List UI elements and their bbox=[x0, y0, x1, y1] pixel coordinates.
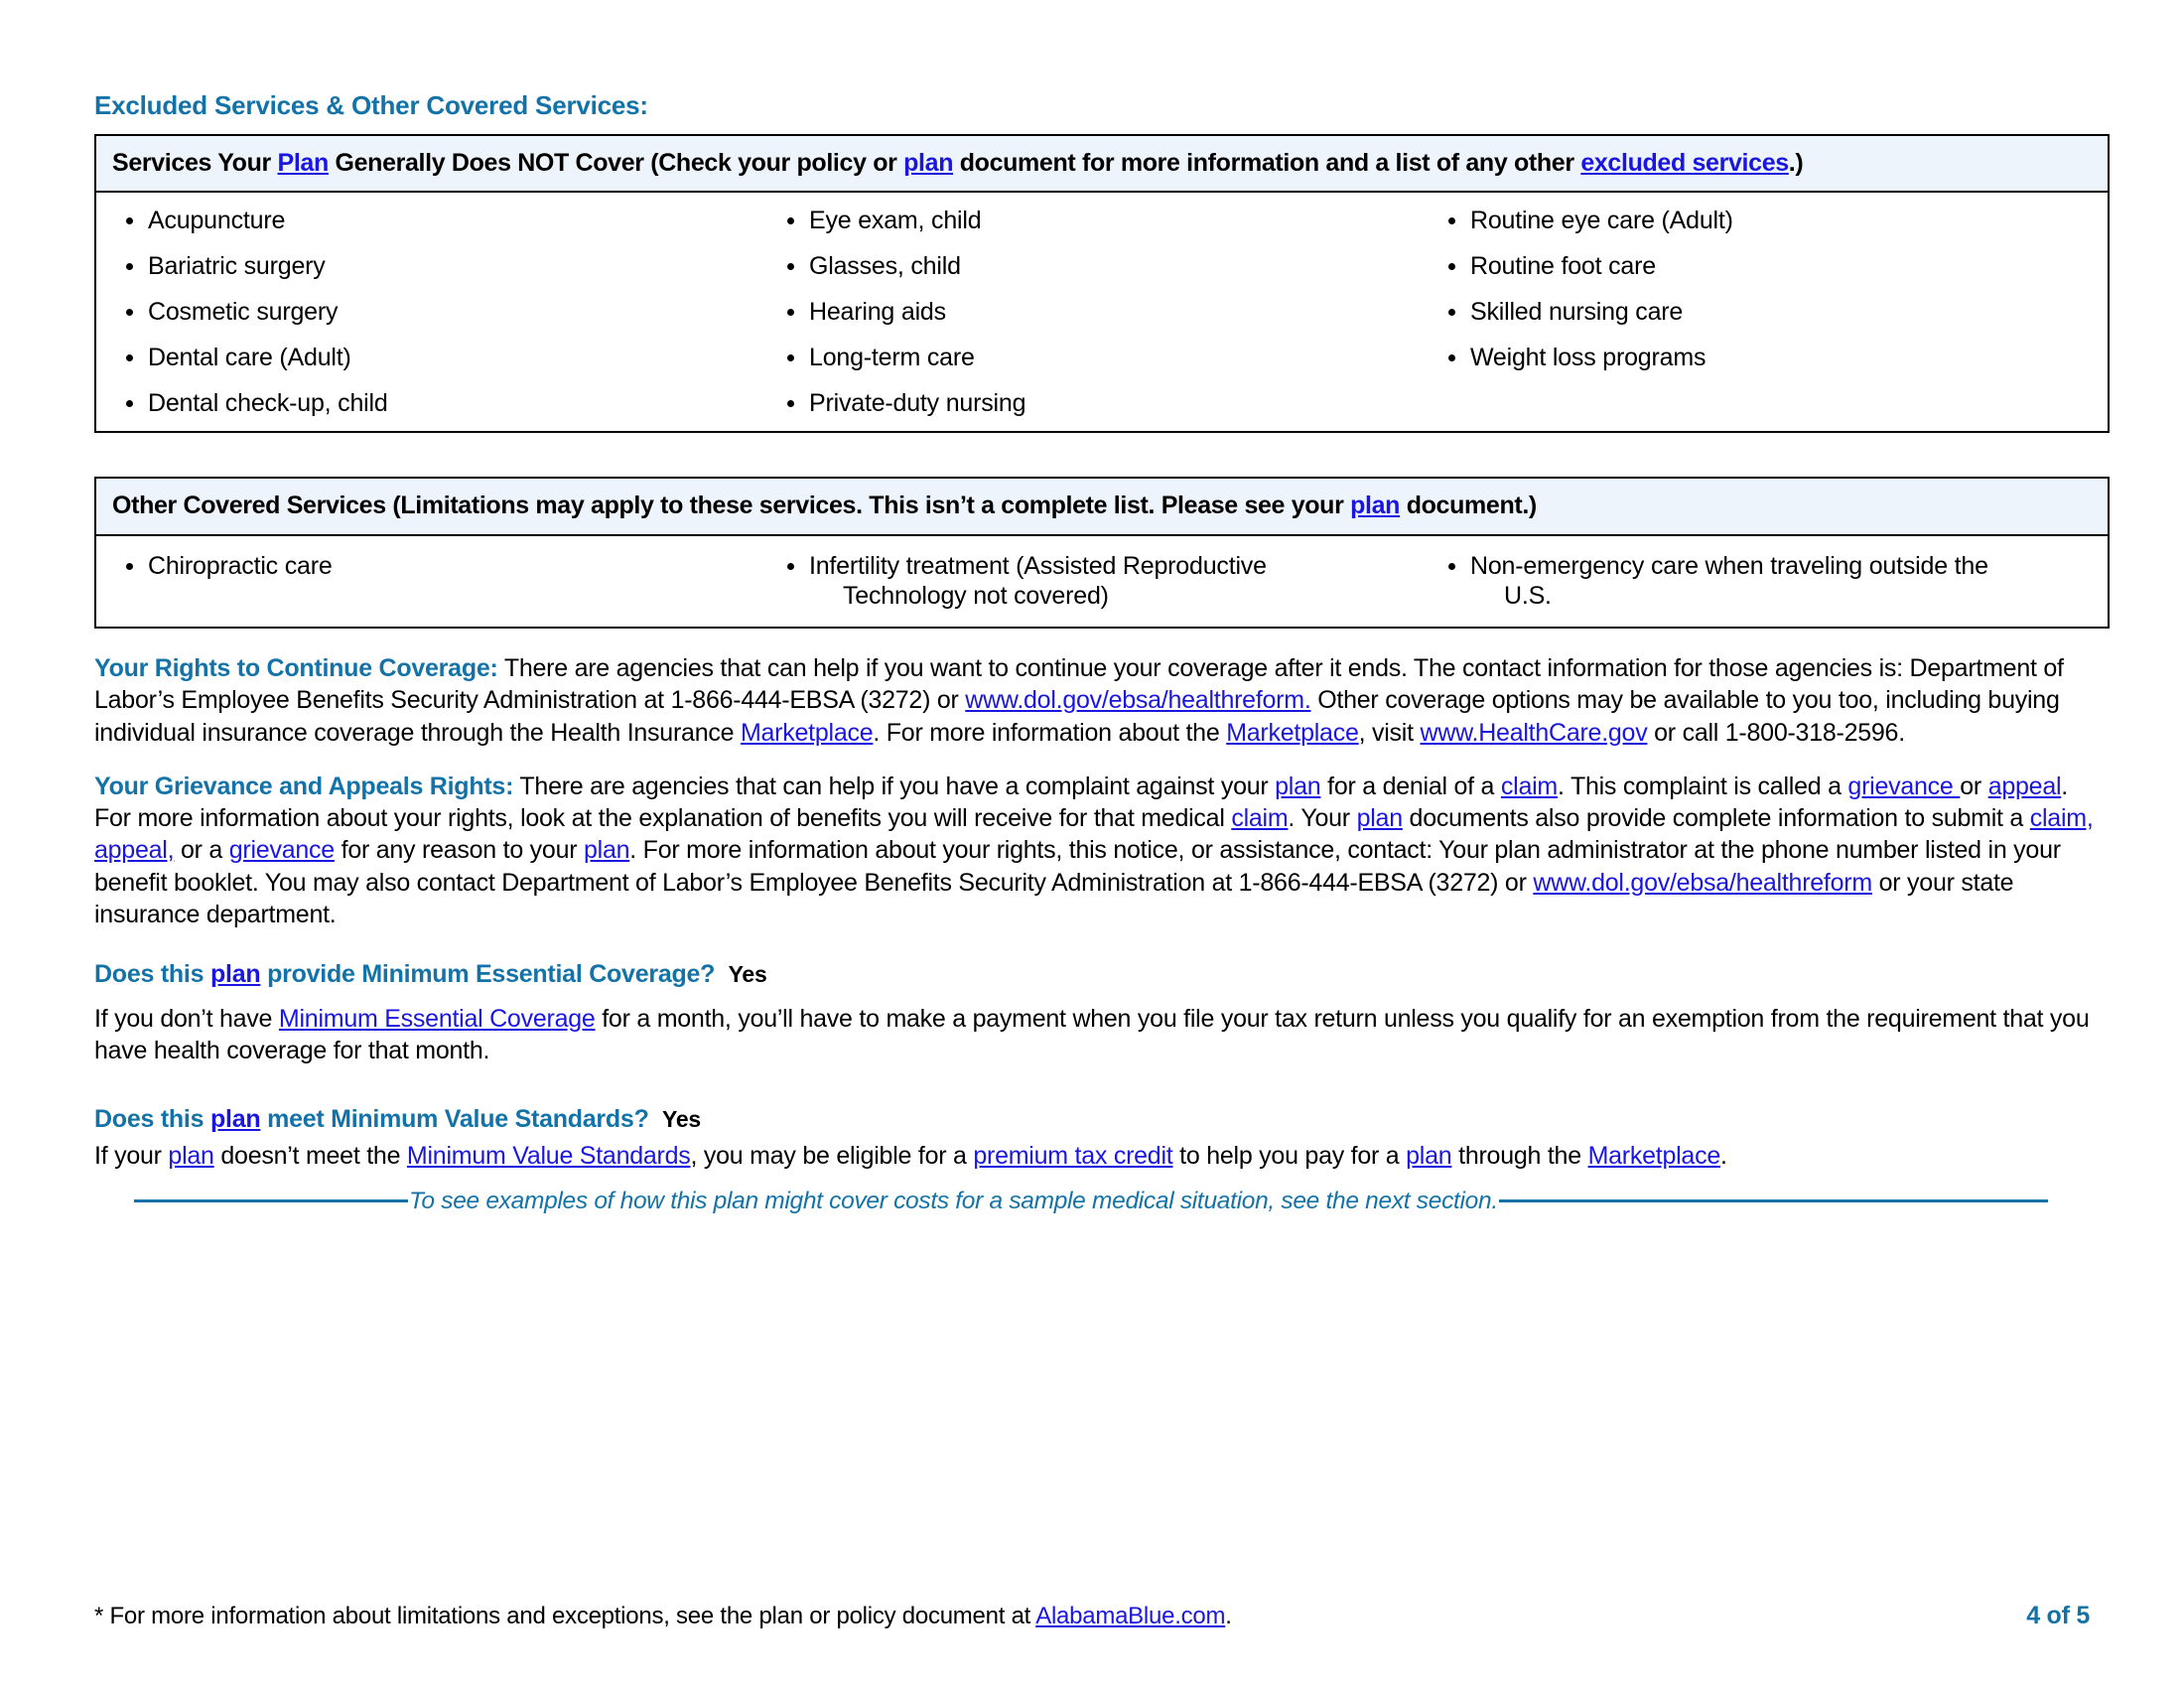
text-5: or call 1-800-318-2596. bbox=[1647, 718, 1905, 747]
plan-link[interactable]: plan bbox=[1356, 804, 1403, 833]
list-item bbox=[1434, 552, 2092, 611]
other-covered-services-table-header bbox=[96, 479, 2108, 536]
minimum-essential-coverage-link[interactable]: Minimum Essential Coverage bbox=[278, 1005, 596, 1034]
list-item bbox=[773, 552, 1423, 611]
claim-link[interactable]: claim bbox=[1231, 804, 1289, 833]
page-footer bbox=[94, 1602, 2090, 1630]
header-text-4: .) bbox=[1788, 148, 1804, 177]
rule-left bbox=[134, 1199, 408, 1202]
list-item bbox=[1434, 298, 2092, 326]
mvs-body-text-4: to help you pay for a bbox=[1172, 1141, 1407, 1170]
list-item-label: Acupuncture bbox=[148, 207, 286, 235]
bullet-icon bbox=[126, 263, 133, 270]
mec-body-text-1: If you don’t have bbox=[94, 1005, 279, 1034]
spacer bbox=[94, 443, 2110, 477]
premium-tax-credit-link[interactable]: premium tax credit bbox=[973, 1141, 1173, 1170]
page-content bbox=[94, 91, 2110, 1215]
list-item-label: Skilled nursing care bbox=[1469, 298, 1684, 327]
list-item bbox=[1434, 252, 2092, 280]
list-item-label: Bariatric surgery bbox=[148, 252, 326, 281]
excluded-services-column-2 bbox=[767, 207, 1429, 417]
list-item bbox=[112, 389, 761, 417]
footer-note-text-2: . bbox=[1225, 1603, 1232, 1629]
appeal-link[interactable]: appeal, bbox=[94, 836, 175, 865]
list-item-label: Private-duty nursing bbox=[808, 389, 1026, 418]
list-item-label: Non-emergency care when traveling outside the bbox=[1469, 552, 1988, 581]
bullet-icon bbox=[126, 563, 133, 570]
rule-right bbox=[1499, 1199, 2048, 1202]
mvs-question bbox=[94, 1105, 2110, 1134]
mec-question bbox=[94, 960, 2110, 989]
dol-healthreform-link[interactable]: www.dol.gov/ebsa/healthreform bbox=[1533, 868, 1872, 897]
excluded-services-list-3 bbox=[1434, 207, 2092, 371]
page-number: 4 of 5 bbox=[2026, 1602, 2090, 1629]
text-7: documents also provide complete information to submit a bbox=[1402, 804, 2030, 833]
text-6: . Your bbox=[1288, 804, 1357, 833]
footer-note-text-1: * For more information about limitations and exceptions, see the plan or policy document at bbox=[94, 1603, 1036, 1629]
header-text-1: Other Covered Services (Limitations may apply to these services. This isn’t a complete list. Please see your bbox=[112, 492, 1351, 520]
mvs-body-text-6: . bbox=[1719, 1141, 1727, 1170]
list-item-label: Routine eye care (Adult) bbox=[1469, 207, 1733, 235]
bullet-icon bbox=[1448, 354, 1455, 361]
marketplace-link[interactable]: Marketplace bbox=[740, 718, 874, 747]
footer-note bbox=[94, 1603, 1232, 1630]
healthcare-gov-link[interactable]: www.HealthCare.gov bbox=[1420, 718, 1648, 747]
text-5: . For more information about your rights, look at the explanation of benefits you will receive for that medical bbox=[94, 772, 2068, 833]
mec-question-part-1: Does this bbox=[94, 960, 210, 989]
excluded-services-column-1 bbox=[106, 207, 767, 417]
excluded-services-column-3 bbox=[1429, 207, 2098, 417]
list-item-label-continued: U.S. bbox=[1503, 581, 1552, 610]
text-4: or bbox=[1960, 772, 1988, 800]
claim-link[interactable]: claim bbox=[1500, 772, 1558, 800]
excluded-services-list-2 bbox=[773, 207, 1423, 417]
list-item-label: Dental check-up, child bbox=[148, 389, 388, 418]
excluded-services-table-header bbox=[96, 136, 2108, 194]
list-item bbox=[112, 207, 761, 234]
excluded-services-columns bbox=[96, 193, 2108, 431]
page-title: Excluded Services & Other Covered Services: bbox=[94, 90, 648, 120]
text-4: , visit bbox=[1358, 718, 1421, 747]
mvs-question-part-2: meet Minimum Value Standards? bbox=[260, 1104, 649, 1133]
other-covered-services-list-3 bbox=[1434, 552, 2092, 611]
text-1: There are agencies that can help if you have a complaint against your bbox=[513, 772, 1276, 800]
plan-link[interactable]: plan bbox=[1350, 492, 1401, 520]
minimum-value-standards-link[interactable]: Minimum Value Standards bbox=[406, 1141, 691, 1170]
header-text-1: Services Your bbox=[112, 148, 278, 177]
list-item bbox=[773, 252, 1423, 280]
list-item-label-continued: Technology not covered) bbox=[842, 581, 1109, 610]
bullet-icon bbox=[126, 309, 133, 316]
bullet-icon bbox=[787, 217, 794, 224]
list-item-label: Dental care (Adult) bbox=[148, 344, 351, 372]
spacer bbox=[94, 638, 2110, 652]
excluded-services-link[interactable]: excluded services bbox=[1580, 148, 1789, 177]
plan-link[interactable]: plan bbox=[1406, 1141, 1452, 1170]
marketplace-link[interactable]: Marketplace bbox=[1226, 718, 1359, 747]
mvs-body-text-2: doesn’t meet the bbox=[213, 1141, 407, 1170]
list-item bbox=[773, 298, 1423, 326]
spacer bbox=[94, 1075, 2110, 1105]
dol-healthreform-link[interactable]: www.dol.gov/ebsa/healthreform. bbox=[965, 686, 1311, 715]
other-covered-services-columns bbox=[96, 536, 2108, 627]
text-11: . For more information about your rights, this notice, or assistance, contact: Your plan administrator at the phone number listed in your benefit booklet. You may also contact Department of Labor’s Employee Benefits Security Administration at 1-866-444-EBSA (3272) or bbox=[94, 836, 2061, 897]
mvs-body bbox=[94, 1140, 2110, 1172]
list-item bbox=[773, 344, 1423, 371]
bullet-icon bbox=[787, 400, 794, 407]
bullet-icon bbox=[1448, 309, 1455, 316]
spacer bbox=[94, 938, 2110, 960]
header-text-2: document.) bbox=[1400, 492, 1537, 520]
bullet-icon bbox=[1448, 263, 1455, 270]
bullet-icon bbox=[1448, 563, 1455, 570]
list-item-label: Hearing aids bbox=[808, 298, 946, 327]
bullet-icon bbox=[1448, 217, 1455, 224]
mec-answer: Yes bbox=[728, 961, 767, 988]
text-10: for any reason to your bbox=[334, 836, 585, 865]
grievance-link[interactable]: grievance bbox=[228, 836, 335, 865]
spacer bbox=[94, 989, 2110, 1003]
list-item-label: Glasses, child bbox=[808, 252, 961, 281]
other-covered-services-list-2 bbox=[773, 552, 1423, 611]
header-text-3: document for more information and a list of any other bbox=[953, 148, 1581, 177]
other-covered-services-list-1 bbox=[112, 552, 761, 582]
mvs-body-text-1: If your bbox=[94, 1141, 169, 1170]
claim-link[interactable]: claim, bbox=[2029, 804, 2094, 833]
excluded-services-list-1 bbox=[112, 207, 761, 417]
plan-link[interactable]: plan bbox=[1275, 772, 1321, 800]
grievance-lead: Your Grievance and Appeals Rights: bbox=[94, 772, 514, 800]
plan-link[interactable]: Plan bbox=[277, 148, 329, 177]
list-item-label: Routine foot care bbox=[1469, 252, 1656, 281]
bullet-icon bbox=[126, 400, 133, 407]
list-item bbox=[112, 552, 761, 582]
text-2: for a denial of a bbox=[1320, 772, 1501, 800]
mec-question-part-2: provide Minimum Essential Coverage? bbox=[260, 960, 716, 989]
list-item bbox=[112, 298, 761, 326]
plan-link[interactable]: plan bbox=[209, 960, 261, 989]
text-12: or your state insurance department. bbox=[94, 868, 2014, 928]
mvs-body-text-3: , you may be eligible for a bbox=[690, 1141, 974, 1170]
excluded-services-table bbox=[94, 134, 2110, 434]
next-section-note bbox=[94, 1188, 2110, 1215]
plan-link[interactable]: plan bbox=[209, 1104, 261, 1133]
other-covered-services-table bbox=[94, 477, 2110, 629]
list-item-label: Infertility treatment (Assisted Reproductive bbox=[808, 552, 1267, 581]
mec-body-text-2: for a month, you’ll have to make a payment when you file your tax return unless you qualify for an exemption from the requirement that you have health coverage for that month. bbox=[94, 1005, 2090, 1065]
plan-link[interactable]: plan bbox=[584, 836, 630, 865]
spacer bbox=[94, 757, 2110, 771]
continue-coverage-paragraph bbox=[94, 652, 2110, 749]
alabamablue-link[interactable]: AlabamaBlue.com bbox=[1035, 1603, 1226, 1629]
list-item bbox=[773, 389, 1423, 417]
other-covered-services-column-3 bbox=[1429, 552, 2098, 611]
next-section-text: To see examples of how this plan might cover costs for a sample medical situation, see the next section. bbox=[409, 1187, 1498, 1214]
appeal-link[interactable]: appeal bbox=[1987, 772, 2062, 800]
marketplace-link[interactable]: Marketplace bbox=[1587, 1141, 1720, 1170]
grievance-appeals-paragraph bbox=[94, 771, 2110, 930]
bullet-icon bbox=[126, 354, 133, 361]
other-covered-services-column-2 bbox=[767, 552, 1429, 611]
mec-body bbox=[94, 1003, 2110, 1067]
mvs-question-part-1: Does this bbox=[94, 1104, 210, 1133]
text-9: or a bbox=[174, 836, 229, 865]
list-item bbox=[1434, 207, 2092, 234]
bullet-icon bbox=[787, 354, 794, 361]
list-item bbox=[1434, 344, 2092, 371]
list-item-label: Long-term care bbox=[808, 344, 975, 372]
list-item-label: Chiropractic care bbox=[148, 552, 333, 581]
plan-link[interactable]: plan bbox=[168, 1141, 214, 1170]
bullet-icon bbox=[126, 217, 133, 224]
list-item bbox=[773, 207, 1423, 234]
text-2: Other coverage options may be available to you too, including buying individual insurance coverage through the Health Insurance bbox=[94, 686, 2060, 747]
list-item bbox=[112, 252, 761, 280]
text-1: There are agencies that can help if you want to continue your coverage after it ends. The contact information for those agencies is: Department of Labor’s Employee Benefits Security Administration at 1-866-444-EBSA (3272) or bbox=[94, 654, 2064, 715]
text-3: . For more information about the bbox=[873, 718, 1227, 747]
bullet-icon bbox=[787, 309, 794, 316]
mvs-body-text-5: through the bbox=[1451, 1141, 1588, 1170]
grievance-link[interactable]: grievance bbox=[1847, 772, 1961, 800]
list-item bbox=[112, 344, 761, 371]
list-item-label: Weight loss programs bbox=[1469, 344, 1706, 372]
mvs-answer: Yes bbox=[662, 1105, 701, 1132]
bullet-icon bbox=[787, 263, 794, 270]
plan-link[interactable]: plan bbox=[903, 148, 954, 177]
continue-coverage-lead: Your Rights to Continue Coverage: bbox=[94, 654, 498, 683]
list-item-label: Eye exam, child bbox=[808, 207, 982, 235]
header-text-2: Generally Does NOT Cover (Check your policy or bbox=[328, 148, 904, 177]
list-item-label: Cosmetic surgery bbox=[148, 298, 339, 327]
text-3: . This complaint is called a bbox=[1558, 772, 1848, 800]
other-covered-services-column-1 bbox=[106, 552, 767, 611]
bullet-icon bbox=[787, 563, 794, 570]
